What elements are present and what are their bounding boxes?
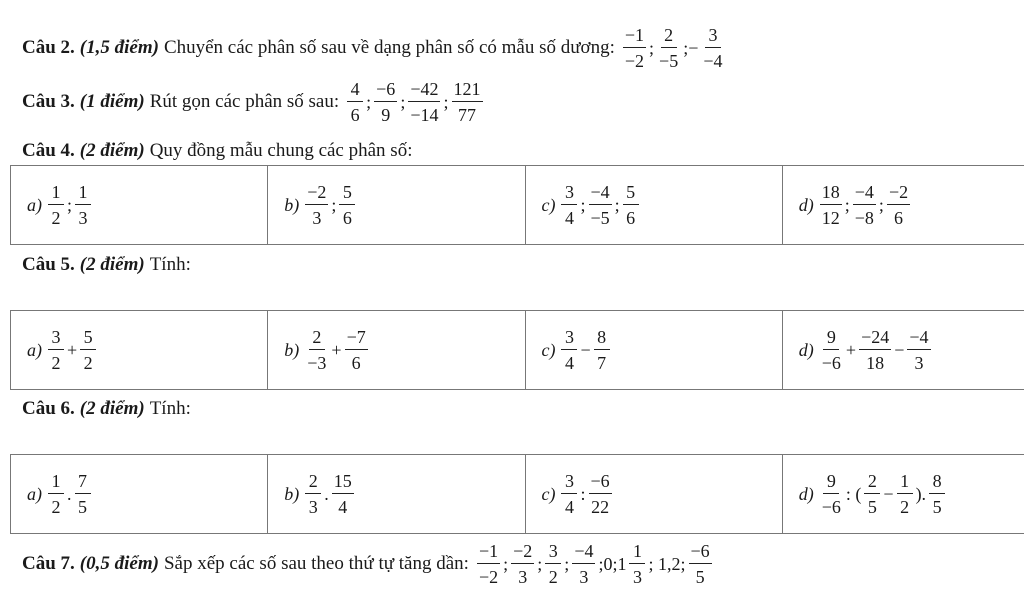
denominator: −5	[590, 208, 610, 228]
numerator: 2	[661, 26, 677, 48]
numerator: 3	[705, 26, 721, 48]
item-letter: a)	[27, 194, 42, 215]
denominator: −14	[410, 105, 439, 125]
fraction	[48, 183, 64, 227]
fraction	[820, 183, 842, 227]
denominator: 12	[821, 208, 840, 228]
item-expression	[559, 472, 613, 516]
table-cell	[782, 455, 1024, 534]
numerator: 5	[623, 183, 639, 205]
numerator: 4	[347, 80, 363, 102]
operator: ;0;1	[598, 553, 627, 574]
denominator: 3	[518, 567, 528, 587]
exercise-item	[27, 183, 267, 227]
fraction	[339, 183, 355, 227]
question-points: (2 điểm)	[79, 398, 145, 419]
fraction	[594, 328, 610, 372]
question-points: (0,5 điểm)	[79, 553, 159, 574]
denominator: 6	[342, 208, 352, 228]
denominator: 6	[626, 208, 636, 228]
fraction	[907, 328, 930, 372]
table-cell	[782, 166, 1024, 245]
table-q6	[10, 454, 1024, 534]
denominator: 5	[867, 497, 877, 517]
item-letter: b)	[284, 483, 300, 504]
question-label: Câu 2.	[22, 37, 75, 58]
denominator: 9	[381, 105, 391, 125]
exercise-item	[799, 472, 1024, 516]
numerator: 7	[75, 472, 91, 494]
operator: −	[894, 339, 905, 360]
question-expression	[475, 542, 714, 586]
question-expression	[621, 26, 727, 70]
item-expression	[303, 328, 369, 372]
fraction	[864, 472, 880, 516]
table-cell	[11, 166, 268, 245]
numerator: 2	[305, 472, 321, 494]
table-cell	[268, 166, 525, 245]
operator: ;	[366, 91, 372, 112]
question-points: (1 điểm)	[79, 91, 145, 112]
denominator: 2	[51, 497, 61, 517]
numerator: −1	[623, 26, 646, 48]
fraction	[853, 183, 876, 227]
numerator: 9	[823, 472, 839, 494]
numerator: 15	[332, 472, 354, 494]
item-expression	[303, 472, 356, 516]
operator: ;	[580, 194, 586, 215]
denominator: 6	[894, 208, 904, 228]
denominator: 6	[351, 353, 361, 373]
numerator: −6	[589, 472, 612, 494]
fraction	[345, 328, 368, 372]
fraction	[629, 542, 645, 586]
item-expression	[818, 328, 933, 372]
operator: ;	[614, 194, 620, 215]
fraction	[589, 183, 612, 227]
item-expression	[818, 472, 947, 516]
numerator: −24	[859, 328, 891, 350]
denominator: 3	[78, 208, 88, 228]
question-6	[22, 398, 191, 420]
denominator: 2	[900, 497, 910, 517]
item-letter: b)	[284, 339, 300, 360]
fraction	[623, 183, 639, 227]
exercise-item	[284, 183, 524, 227]
numerator: −2	[305, 183, 328, 205]
denominator: 22	[591, 497, 610, 517]
fraction	[887, 183, 910, 227]
fraction	[305, 472, 321, 516]
operator: ;	[844, 194, 850, 215]
numerator: 5	[339, 183, 355, 205]
fraction	[623, 26, 646, 70]
table-q4	[10, 165, 1024, 245]
fraction	[48, 472, 64, 516]
question-label: Câu 5.	[22, 254, 75, 275]
operator: ;	[537, 553, 543, 574]
fraction	[929, 472, 945, 516]
question-label: Câu 6.	[22, 398, 75, 419]
denominator: 6	[350, 105, 360, 125]
fraction	[545, 542, 561, 586]
operator: :	[580, 483, 586, 504]
exercise-item	[542, 183, 782, 227]
item-expression	[559, 183, 640, 227]
operator: ;	[331, 194, 337, 215]
numerator: 1	[629, 542, 645, 564]
numerator: 5	[80, 328, 96, 350]
table-cell	[525, 166, 782, 245]
operator: ;−	[683, 37, 699, 58]
denominator: −6	[821, 497, 841, 517]
numerator: 1	[48, 183, 64, 205]
item-letter: a)	[27, 339, 42, 360]
question-7	[22, 542, 714, 586]
item-letter: d)	[798, 339, 814, 360]
item-letter: c)	[541, 339, 556, 360]
operator: ;	[878, 194, 884, 215]
numerator: 18	[820, 183, 842, 205]
fraction	[305, 328, 328, 372]
numerator: 121	[452, 80, 483, 102]
denominator: −5	[659, 51, 679, 71]
fraction	[374, 80, 397, 124]
denominator: −8	[854, 208, 874, 228]
fraction	[80, 328, 96, 372]
numerator: 3	[561, 183, 577, 205]
numerator: 8	[929, 472, 945, 494]
denominator: 77	[458, 105, 476, 125]
question-expression	[345, 80, 484, 124]
item-letter: c)	[541, 194, 556, 215]
operator: +	[331, 339, 342, 360]
question-text: Sắp xếp các số sau theo thứ tự tăng dần:	[163, 553, 469, 574]
fraction	[477, 542, 500, 586]
fraction	[572, 542, 595, 586]
item-letter: d)	[798, 194, 814, 215]
fraction	[859, 328, 891, 372]
fraction	[657, 26, 680, 70]
table-cell	[11, 455, 268, 534]
fraction	[701, 26, 724, 70]
operator: .	[67, 483, 72, 504]
denominator: 5	[695, 567, 705, 587]
fraction	[897, 472, 913, 516]
operator: ;	[503, 553, 509, 574]
denominator: −2	[478, 567, 499, 587]
fraction	[75, 183, 91, 227]
fraction	[561, 472, 577, 516]
table-cell	[525, 455, 782, 534]
operator: ;	[649, 37, 655, 58]
denominator: 3	[914, 353, 924, 373]
exercise-item	[284, 472, 524, 516]
exercise-item	[542, 472, 782, 516]
numerator: −42	[408, 80, 440, 102]
denominator: 4	[564, 353, 574, 373]
question-text: Tính:	[149, 398, 191, 419]
operator: ;	[67, 194, 73, 215]
denominator: 4	[564, 208, 574, 228]
table-cell	[268, 455, 525, 534]
numerator: −6	[374, 80, 397, 102]
fraction	[589, 472, 612, 516]
numerator: −2	[511, 542, 534, 564]
fraction	[408, 80, 440, 124]
fraction	[561, 183, 577, 227]
table-cell	[782, 311, 1024, 390]
numerator: −4	[572, 542, 595, 564]
denominator: −6	[821, 353, 841, 373]
denominator: −4	[703, 51, 723, 71]
numerator: 3	[561, 472, 577, 494]
fraction	[511, 542, 534, 586]
denominator: 18	[866, 353, 885, 373]
denominator: 2	[51, 208, 61, 228]
exercise-item	[799, 328, 1024, 372]
fraction	[332, 472, 354, 516]
table-cell	[11, 311, 268, 390]
item-letter: b)	[284, 194, 300, 215]
denominator: 3	[579, 567, 589, 587]
question-points: (1,5 điểm)	[79, 37, 159, 58]
question-label: Câu 7.	[22, 553, 75, 574]
numerator: −1	[477, 542, 500, 564]
operator: ;	[400, 91, 406, 112]
numerator: −4	[589, 183, 612, 205]
denominator: 2	[51, 353, 61, 373]
denominator: 4	[564, 497, 574, 517]
question-text: Rút gọn các phân số sau:	[149, 91, 340, 112]
operator: : (	[845, 483, 862, 504]
exercise-item	[542, 328, 782, 372]
operator: ).	[915, 483, 927, 504]
exercise-item	[284, 328, 524, 372]
operator: ;	[443, 91, 449, 112]
question-label: Câu 4.	[22, 140, 75, 161]
numerator: −7	[345, 328, 368, 350]
operator: +	[67, 339, 78, 360]
denominator: 7	[597, 353, 607, 373]
fraction	[452, 80, 483, 124]
fraction	[820, 472, 843, 516]
table-cell	[268, 311, 525, 390]
fraction	[561, 328, 577, 372]
numerator: −4	[907, 328, 930, 350]
fraction	[75, 472, 91, 516]
fraction	[48, 328, 64, 372]
numerator: −4	[853, 183, 876, 205]
question-5	[22, 254, 191, 276]
question-4	[22, 140, 412, 162]
exercise-item	[799, 183, 1024, 227]
question-2	[22, 26, 727, 70]
question-3	[22, 80, 485, 124]
operator: +	[845, 339, 857, 360]
denominator: −2	[624, 51, 645, 71]
denominator: 2	[548, 567, 558, 587]
question-text: Quy đồng mẫu chung các phân số:	[149, 140, 413, 161]
item-expression	[303, 183, 357, 227]
item-expression	[46, 328, 98, 372]
denominator: 5	[932, 497, 942, 517]
question-points: (2 điểm)	[79, 254, 145, 275]
numerator: 3	[48, 328, 64, 350]
operator: ;	[564, 553, 570, 574]
item-expression	[46, 183, 93, 227]
fraction	[347, 80, 363, 124]
denominator: 2	[83, 353, 93, 373]
numerator: 3	[545, 542, 561, 564]
numerator: −2	[887, 183, 910, 205]
table-q5	[10, 310, 1024, 390]
operator: −	[883, 483, 894, 504]
table-cell	[525, 311, 782, 390]
item-expression	[46, 472, 93, 516]
question-label: Câu 3.	[22, 91, 75, 112]
operator: −	[580, 339, 591, 360]
operator: ; 1,2;	[648, 553, 686, 574]
denominator: 3	[312, 208, 322, 228]
denominator: 4	[338, 497, 348, 517]
denominator: 3	[632, 567, 642, 587]
item-letter: a)	[27, 483, 42, 504]
fraction	[305, 183, 328, 227]
item-letter: d)	[798, 483, 814, 504]
numerator: −6	[689, 542, 712, 564]
numerator: 1	[75, 183, 91, 205]
item-letter: c)	[541, 483, 556, 504]
numerator: 2	[864, 472, 880, 494]
exercise-item	[27, 472, 267, 516]
item-expression	[818, 183, 912, 227]
numerator: 3	[561, 328, 577, 350]
fraction	[820, 328, 843, 372]
question-points: (2 điểm)	[79, 140, 145, 161]
denominator: −3	[307, 353, 327, 373]
denominator: 5	[78, 497, 87, 517]
fraction	[689, 542, 712, 586]
exercise-item	[27, 328, 267, 372]
question-text: Chuyển các phân số sau về dạng phân số có mẫu số dương:	[163, 37, 615, 58]
denominator: 3	[308, 497, 318, 517]
question-text: Tính:	[149, 254, 191, 275]
numerator: 1	[897, 472, 913, 494]
numerator: 9	[823, 328, 839, 350]
numerator: 2	[309, 328, 325, 350]
numerator: 8	[594, 328, 610, 350]
item-expression	[559, 328, 611, 372]
operator: .	[324, 483, 329, 504]
numerator: 1	[48, 472, 64, 494]
